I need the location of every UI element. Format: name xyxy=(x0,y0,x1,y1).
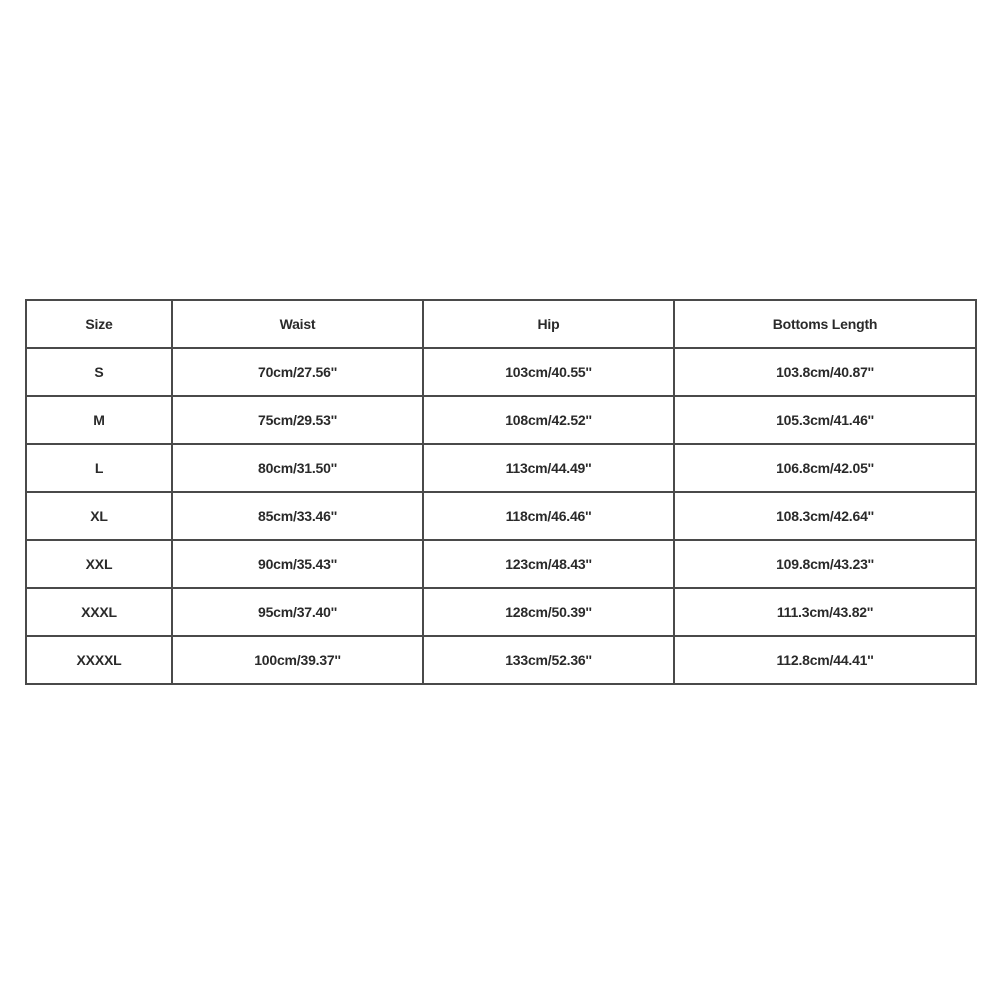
cell-size: XL xyxy=(26,492,172,540)
cell-waist: 75cm/29.53'' xyxy=(172,396,423,444)
cell-waist: 100cm/39.37'' xyxy=(172,636,423,684)
cell-waist: 70cm/27.56'' xyxy=(172,348,423,396)
cell-hip: 133cm/52.36'' xyxy=(423,636,674,684)
cell-hip: 123cm/48.43'' xyxy=(423,540,674,588)
cell-bottoms-length: 106.8cm/42.05'' xyxy=(674,444,976,492)
table-header-row xyxy=(26,300,976,348)
size-chart-table xyxy=(25,299,977,685)
cell-hip: 113cm/44.49'' xyxy=(423,444,674,492)
cell-size: L xyxy=(26,444,172,492)
cell-waist: 85cm/33.46'' xyxy=(172,492,423,540)
cell-size: XXL xyxy=(26,540,172,588)
table-row xyxy=(26,588,976,636)
table-row xyxy=(26,540,976,588)
cell-size: XXXXL xyxy=(26,636,172,684)
cell-waist: 80cm/31.50'' xyxy=(172,444,423,492)
cell-size: S xyxy=(26,348,172,396)
table-row xyxy=(26,444,976,492)
cell-hip: 103cm/40.55'' xyxy=(423,348,674,396)
cell-waist: 90cm/35.43'' xyxy=(172,540,423,588)
cell-hip: 108cm/42.52'' xyxy=(423,396,674,444)
header-bottoms-length: Bottoms Length xyxy=(674,300,976,348)
header-waist: Waist xyxy=(172,300,423,348)
cell-size: XXXL xyxy=(26,588,172,636)
cell-hip: 128cm/50.39'' xyxy=(423,588,674,636)
cell-size: M xyxy=(26,396,172,444)
table-row xyxy=(26,636,976,684)
header-hip: Hip xyxy=(423,300,674,348)
table-row xyxy=(26,348,976,396)
cell-bottoms-length: 108.3cm/42.64'' xyxy=(674,492,976,540)
cell-bottoms-length: 103.8cm/40.87'' xyxy=(674,348,976,396)
header-size: Size xyxy=(26,300,172,348)
table-row xyxy=(26,396,976,444)
cell-waist: 95cm/37.40'' xyxy=(172,588,423,636)
table-row xyxy=(26,492,976,540)
cell-bottoms-length: 111.3cm/43.82'' xyxy=(674,588,976,636)
cell-hip: 118cm/46.46'' xyxy=(423,492,674,540)
cell-bottoms-length: 112.8cm/44.41'' xyxy=(674,636,976,684)
cell-bottoms-length: 105.3cm/41.46'' xyxy=(674,396,976,444)
cell-bottoms-length: 109.8cm/43.23'' xyxy=(674,540,976,588)
